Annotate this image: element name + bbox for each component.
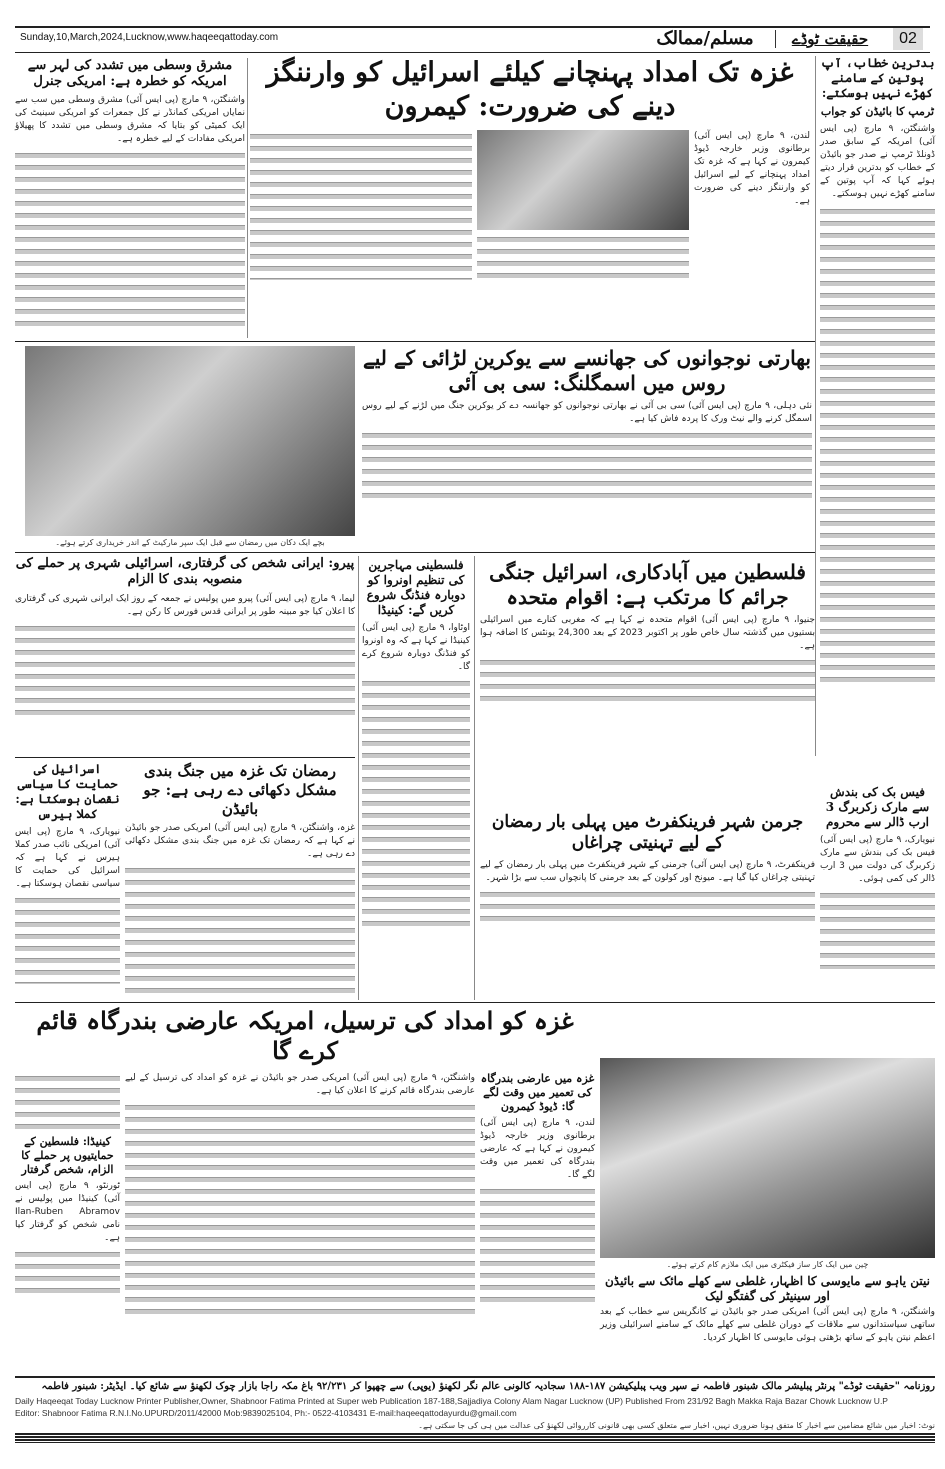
column-divider <box>815 56 816 756</box>
footer-urdu-imprint: روزنامہ "حقیقت ٹوڈے" پرنٹر پبلیشر مالک شبنور فاطمہ نے سپر ویب پبلیکیشن ۱۸۷-۱۸۸ سجادیہ کالونی عالم نگر لکھنؤ (یوپی) سے چھپوا کر ۹۲/۲۳۱ باغ مکہ راجا بازار چوک لکھنؤ سے شائع کیا۔ ایڈیٹر: شبنور فاطمہ <box>41 1381 935 1392</box>
section-rule <box>15 341 815 342</box>
article-body: واشنگٹن، ۹ مارچ (پی ایس آئی) امریکی صدر جو بائیڈن نے غزہ کو امداد کی ترسیل کے لیے عارضی بندرگاہ قائم کرنے کا اعلان کیا ہے۔ <box>125 1073 475 1096</box>
footer <box>15 1376 935 1443</box>
section-rule <box>15 1002 935 1003</box>
article-cbi <box>362 346 812 499</box>
header-top-rule <box>15 26 930 28</box>
section-rule <box>15 757 355 758</box>
article-cameron-text-3 <box>250 130 472 280</box>
article-trump <box>820 56 935 756</box>
footer-bottom-rule <box>15 1433 935 1443</box>
article-text-continued <box>820 205 935 685</box>
article-body: جنیوا، ۹ مارچ (پی ایس آئی) اقوام متحدہ نے کہا ہے کہ مغربی کنارے میں اسرائیلی بستیوں میں گذشتہ سال خاص طور پر اکتوبر 2023 کے بعد 24,300 یونٹس کا اضافہ ہوا ہے۔ <box>480 615 816 651</box>
article-zuckerberg <box>820 785 935 1000</box>
article-body: نیویارک، ۹ مارچ (پی ایس آئی) فیس بک کی بندش سے مارک زکربرگ کی دولت میں 3 ارب ڈالر کی کمی ہوئی۔ <box>820 835 935 884</box>
headline-cbi: بھارتی نوجوانوں کی جھانسے سے یوکرین لڑائی کے لیے روس میں اسمگلنگ: سی بی آئی <box>363 346 811 395</box>
article-cameron-port <box>480 1072 595 1321</box>
article-peru <box>15 556 355 752</box>
article-text-continued <box>15 622 355 722</box>
column-divider <box>247 58 248 338</box>
headline-port: غزہ کو امداد کی ترسیل، امریکہ عارضی بندرگاہ قائم کرے گا <box>36 1006 574 1065</box>
photo-caption: بچے ایک دکان میں رمضان سے قبل ایک سپر مارکیٹ کے اندر خریداری کرتے ہوئے۔ <box>55 538 325 547</box>
article-body: لندن، ۹ مارچ (پی ایس آئی) برطانوی وزیر خارجہ ڈیوڈ کیمرون نے کہا ہے کہ غزہ تک امداد پہنچانے کے لیے اسرائیل کو وارننگز دینے کی ضرورت ہے۔ <box>694 130 810 206</box>
section-title: مسلم/ممالک <box>656 28 754 49</box>
article-body: غزہ، واشنگٹن، ۹ مارچ (پی ایس آئی) امریکی صدر جو بائیڈن نے کہا ہے کہ رمضان تک غزہ میں جنگ بندی مشکل دکھائی دے رہی ہے۔ <box>125 823 355 860</box>
column-divider <box>474 556 475 1000</box>
photo-car-factory <box>600 1058 935 1258</box>
article-body: فرینکفرٹ، ۹ مارچ (پی ایس آئی) جرمنی کے شہر فرینکفرٹ میں پہلی بار رمضان کے لیے تہنیتی چراغاں کیا گیا ہے۔ میونخ اور کولون کے بعد جرمنی کا پانچواں سب سے بڑا شہر۔ <box>480 859 815 883</box>
dateline: Sunday,10,March,2024,Lucknow,www.haqeeqattoday.com <box>20 32 279 43</box>
article-text-continued <box>362 429 812 499</box>
divider <box>775 30 776 48</box>
headline: اسرائیل کی حمایت کا سیاسی نقصان ہوسکتا ہے: کملا ہیرس <box>15 762 120 821</box>
headline: فلسطینی مہاجرین کی تنظیم اونروا کو دوبارہ فنڈنگ شروع کریں گے: کینیڈا <box>366 558 466 617</box>
article-body: واشنگٹن، ۹ مارچ (پی ایس آئی) امریکہ کے سابق صدر ڈونلڈ ٹرمپ نے صدر جو بائیڈن کے خطاب کو بدترین قرار دیتے ہوئے کہا کہ آپ پوتین کے سامنے کھڑے نہیں ہوسکتے۔ <box>820 123 935 199</box>
article-text-previous <box>15 1072 120 1132</box>
photo-aid-trucks <box>477 130 689 230</box>
article-frankfurt <box>480 812 815 924</box>
article-text-continued <box>15 894 120 984</box>
headline-frankfurt: جرمن شہر فرینکفرٹ میں پہلی بار رمضان کے لیے تہنیتی چراغاں <box>491 812 804 854</box>
subheadline: ٹرمپ کا بائیڈن کو جواب <box>820 105 935 118</box>
column-divider <box>358 556 359 1000</box>
headline: فیس بک کی بندش سے مارک زکربرگ 3 ارب ڈالر سے محروم <box>825 785 930 829</box>
article-text-continued <box>125 864 355 994</box>
footer-notice: نوٹ: اخبار میں شائع مضامین سے اخبار کا متفق ہونا ضروری نہیں، اخبار سے متعلق کسی بھی قانونی کارروائی لکھنؤ کی عدالت میں ہی کی جا سکتی ہے۔ <box>418 1420 935 1430</box>
headline-peru: پیرو: ایرانی شخص کی گرفتاری، اسرائیلی شہری پر حملے کی منصوبہ بندی کا الزام <box>15 556 355 588</box>
article-body: نیویارک، ۹ مارچ (پی ایس آئی) امریکی نائب صدر کملا ہیرس نے کہا ہے کہ اسرائیل کی حمایت کا سیاسی نقصان ہوسکتا ہے۔ <box>15 827 120 889</box>
article-un <box>480 560 815 706</box>
headline: غزہ میں عارضی بندرگاہ کی تعمیر میں وقت لگے گا: ڈیوڈ کیمرون <box>480 1072 595 1113</box>
headline-cameron: غزہ تک امداد پہنچانے کیلئے اسرائیل کو وارننگز دینے کی ضرورت: کیمرون <box>266 57 794 122</box>
article-body: لیما، ۹ مارچ (پی ایس آئی) پیرو میں پولیس نے جمعہ کے روز ایک ایرانی شہری کی گرفتاری کا اعلان کیا جو مبینہ طور پر ایرانی قدس فورس کا رکن ہے۔ <box>15 593 356 617</box>
article-text-continued <box>362 677 470 927</box>
header-bottom-rule <box>15 52 930 53</box>
headline: بدترین خطاب، آپ پوتین کے سامنے کھڑے نہیں ہوسکتے: <box>820 56 935 100</box>
photo-column <box>477 130 689 281</box>
article-text-continued <box>125 1101 475 1321</box>
article-text-continued <box>820 889 935 969</box>
article-text-continued <box>480 1185 595 1305</box>
article-cameron-text <box>694 130 810 281</box>
article-cameron-text-2 <box>477 233 689 281</box>
section-rule <box>15 552 815 553</box>
article-body: واشنگٹن، ۹ مارچ (پی ایس آئی) مشرق وسطی میں سب سے نمایاں امریکی کمانڈر نے کل جمعرات کو امریکی سینیٹ کی ایک کمیٹی کو بتایا کہ مشرق وسطی میں تشدد کا پھیلاؤ امریکی مفادات کے لیے خطرہ ہے۔ <box>15 94 245 144</box>
headline-un: فلسطین میں آبادکاری، اسرائیل جنگی جرائم کا مرتکب ہے: اقوام متحدہ <box>489 560 806 609</box>
headline: مشرق وسطی میں تشدد کی لہر سے امریکہ کو خطرہ ہے: امریکی جنرل <box>27 58 233 90</box>
newspaper-logo: حقیقت ٹوڈے <box>791 30 869 48</box>
headline: کینیڈا: فلسطین کے حمایتیوں پر حملے کا الزام، شخص گرفتار <box>21 1135 114 1176</box>
headline: رمضان تک غزہ میں جنگ بندی مشکل دکھائی دے رہی ہے: جو بائیڈن <box>143 762 337 818</box>
article-general <box>15 58 245 338</box>
article-body: ٹورنٹو، ۹ مارچ (پی ایس آئی) کینیڈا میں پولیس نے Ilan-Ruben Abramov نامی شخص کو گرفتار کیا ہے۔ <box>15 1181 120 1244</box>
article-canada-arrest <box>15 1072 120 1321</box>
footer-top-rule <box>15 1376 935 1378</box>
headline-netanyahu: نیتن یاہو سے مایوسی کا اظہار، غلطی سے کھلے مائک سے بائیڈن اور سینیٹر کی گفتگو لیک <box>604 1274 931 1303</box>
footer-editor-line: Editor: Shabnoor Fatima R.N.I.No.UPURD/2011/42000 Mob:9839025104, Ph:- 0522-4103431 E-mail:haqeeqattodayurdu@gmail.com <box>15 1407 517 1418</box>
article-port <box>125 1072 475 1321</box>
article-harris <box>15 762 120 1000</box>
article-text-continued <box>15 1248 120 1298</box>
article-body: اوٹاوا، ۹ مارچ (پی ایس آئی) کینیڈا نے کہا ہے کہ وہ اونروا کو فنڈنگ دوبارہ شروع کرے گا۔ <box>362 623 470 672</box>
article-text-continued <box>480 656 815 706</box>
page-number: 02 <box>893 28 923 50</box>
article-body: لندن، ۹ مارچ (پی ایس آئی) برطانوی وزیر خارجہ ڈیوڈ کیمرون نے کہا ہے کہ عارضی بندرگاہ کی تعمیر میں وقت لگے گا۔ <box>480 1118 595 1181</box>
article-netanyahu <box>600 1274 935 1345</box>
article-cameron <box>250 56 810 338</box>
article-body: نئی دہلی، ۹ مارچ (پی ایس آئی) سی بی آئی نے بھارتی نوجوانوں کو جھانسہ دے کر یوکرین جنگ میں لڑنے کے لیے روس اسمگل کرنے والے نیٹ ورک کا پردہ فاش کیا ہے۔ <box>362 401 812 424</box>
photo-caption: چین میں ایک کار ساز فیکٹری میں ایک ملازم کام کرتے ہوئے۔ <box>666 1260 869 1269</box>
article-body: واشنگٹن، ۹ مارچ (پی ایس آئی) امریکی صدر جو بائیڈن نے کانگریس سے خطاب کے بعد ساتھی سیاستدانوں سے ملاقات کے دوران غلطی سے کھلے مائک کے سامنے اسرائیلی وزیر اعظم نیتن یاہو کے ساتھ بڑھتی ہوئی مایوسی کا اظہار کردیا۔ <box>600 1307 936 1343</box>
photo-children-shopping <box>25 346 355 536</box>
article-biden <box>125 762 355 1000</box>
article-text-continued <box>15 149 245 329</box>
article-unrwa <box>362 558 470 998</box>
article-text-continued <box>480 888 815 924</box>
article-port-group <box>15 1006 595 1321</box>
footer-english-imprint: Daily Haqeeqat Today Lucknow Printer Publisher,Owner, Shabnoor Fatima Printed at Super web Publication 187-188,Sajjadiya Colony Alam Nagar Lucknow (UP) Published From 231/92 Bagh Makka Raja Bazar Chowk Lucknow U.P <box>15 1395 888 1406</box>
